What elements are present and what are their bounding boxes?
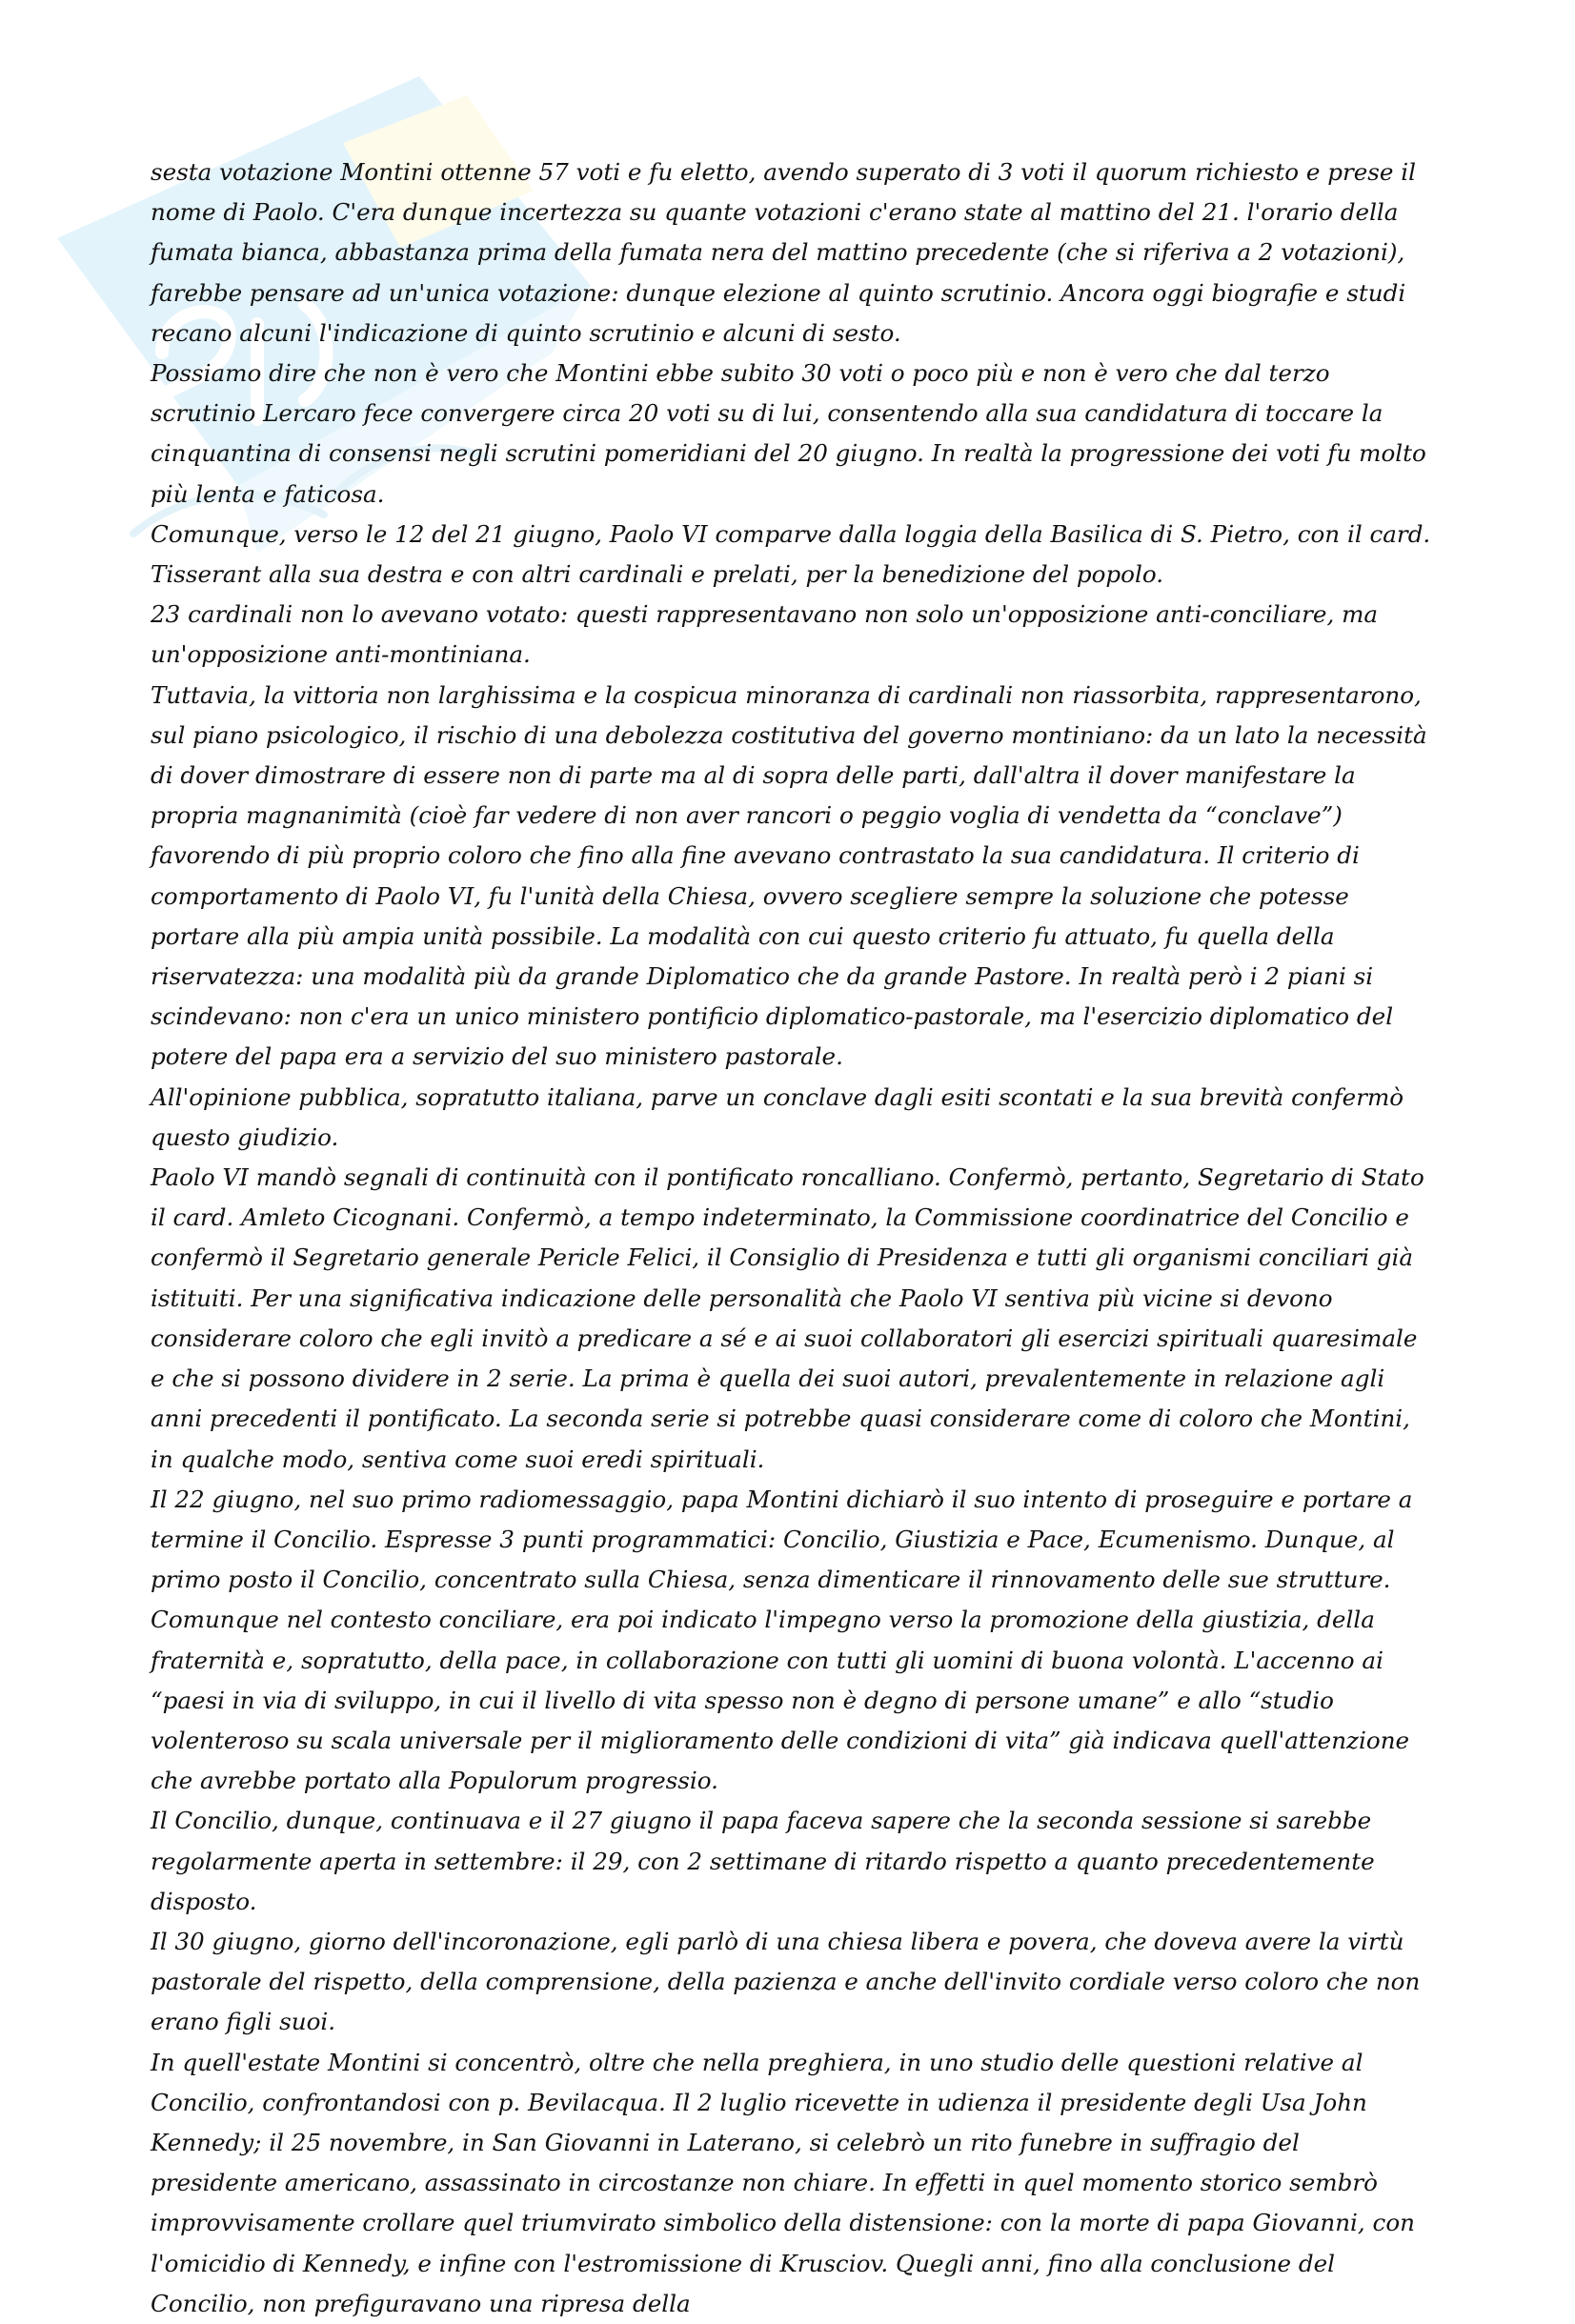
- paragraph: In quell'estate Montini si concentrò, oltre che nella preghiera, in uno studio delle questioni relative al Concilio, confrontandosi con p. Bevilacqua. Il 2 luglio ricevette in udienza il presidente degli Usa John Kennedy; il 25 novembre, in San Giovanni in Laterano, si celebrò un rito funebre in suffragio del presidente americano, assassinato in circostanze non chiare. In effetti in quel momento storico sembrò improvvisamente crollare quel triumvirato simbolico della distensione: con la morte di papa Giovanni, con l'omicidio di Kennedy, e infine con l'estromissione di Krusciov. Quegli anni, fino alla conclusione del Concilio, non prefiguravano una ripresa della: [151, 2048, 1415, 2317]
- paragraph: 23 cardinali non lo avevano votato: questi rappresentavano non solo un'opposizione anti-conciliare, ma un'opposizione anti-montiniana.: [151, 600, 1379, 669]
- paragraph: All'opinione pubblica, sopratutto italiana, parve un conclave dagli esiti scontati e la sua brevità confermò questo giudizio.: [151, 1082, 1404, 1151]
- paragraph: Tuttavia, la vittoria non larghissima e la cospicua minoranza di cardinali non riassorbita, rappresentarono, sul piano psicologico, il rischio di una debolezza costitutiva del governo montiniano: da un lato la necessità di dover dimostrare di essere non di parte ma al di sopra delle parti, dall'altra il dover manifestare la propria magnanimità (cioè far vedere di non aver rancori o peggio voglia di vendetta da “conclave”) favorendo di più proprio coloro che fino alla fine avevano contrastato la sua candidatura. Il criterio di comportamento di Paolo VI, fu l'unità della Chiesa, ovvero scegliere sempre la soluzione che potesse portare alla più ampia unità possibile. La modalità con cui questo criterio fu attuato, fu quella della riservatezza: una modalità più da grande Diplomatico che da grande Pastore. In realtà però i 2 piani si scindevano: non c'era un unico ministero pontificio diplomatico-pastorale, ma l'esercizio diplomatico del potere del papa era a servizio del suo ministero pastorale.: [151, 680, 1427, 1071]
- paragraph: Il 30 giugno, giorno dell'incoronazione, egli parlò di una chiesa libera e povera, che doveva avere la virtù pastorale del rispetto, della comprensione, della pazienza e anche dell'invito cordiale verso coloro che non erano figli suoi.: [151, 1927, 1421, 2036]
- paragraph: Il 22 giugno, nel suo primo radiomessaggio, papa Montini dichiarò il suo intento di proseguire e portare a termine il Concilio. Espresse 3 punti programmatici: Concilio, Giustizia e Pace, Ecumenismo. Dunque, al primo posto il Concilio, concentrato sulla Chiesa, senza dimenticare il rinnovamento delle sue strutture. Comunque nel contesto conciliare, era poi indicato l'impegno verso la promozione della giustizia, della fraternità e, sopratutto, della pace, in collaborazione con tutti gli uomini di buona volontà. L'accenno ai “paesi in via di sviluppo, in cui il livello di vita spesso non è degno di persone umane” e allo “studio volenteroso su scala universale per il miglioramento delle condizioni di vita” già indicava quell'attenzione che avrebbe portato alla Populorum progressio.: [151, 1485, 1413, 1795]
- document-body: [151, 152, 1432, 2324]
- paragraph: Il Concilio, dunque, continuava e il 27 giugno il papa faceva sapere che la seconda sessione si sarebbe regolarmente aperta in settembre: il 29, con 2 settimane di ritardo rispetto a quanto precedentemente disposto.: [151, 1807, 1375, 1915]
- paragraph: Paolo VI mandò segnali di continuità con il pontificato roncalliano. Confermò, pertanto, Segretario di Stato il card. Amleto Cicognani. Confermò, a tempo indeterminato, la Commissione coordinatrice del Concilio e confermò il Segretario generale Pericle Felici, il Consiglio di Presidenza e tutti gli organismi conciliari già istituiti. Per una significativa indicazione delle personalità che Paolo VI sentiva più vicine si devono considerare coloro che egli invitò a predicare a sé e ai suoi collaboratori gli esercizi spirituali quaresimale e che si possono dividere in 2 serie. La prima è quella dei suoi autori, prevalentemente in relazione agli anni precedenti il pontificato. La seconda serie si potrebbe quasi considerare come di coloro che Montini, in qualche modo, sentiva come suoi eredi spirituali.: [151, 1163, 1424, 1473]
- paragraph: Possiamo dire che non è vero che Montini ebbe subito 30 voti o poco più e non è vero che dal terzo scrutinio Lercaro fece convergere circa 20 voti su di lui, consentendo alla sua candidatura di toccare la cinquantina di consensi negli scrutini pomeridiani del 20 giugno. In realtà la progressione dei voti fu molto più lenta e faticosa.: [151, 359, 1426, 508]
- paragraph: sesta votazione Montini ottenne 57 voti e fu eletto, avendo superato di 3 voti il quorum richiesto e prese il nome di Paolo. C'era dunque incertezza su quante votazioni c'erano state al mattino del 21. l'orario della fumata bianca, abbastanza prima della fumata nera del mattino precedente (che si riferiva a 2 votazioni), farebbe pensare ad un'unica votazione: dunque elezione al quinto scrutinio. Ancora oggi biografie e studi recano alcuni l'indicazione di quinto scrutinio e alcuni di sesto.: [151, 158, 1416, 347]
- paragraph: Comunque, verso le 12 del 21 giugno, Paolo VI comparve dalla loggia della Basilica di S. Pietro, con il card. Tisserant alla sua destra e con altri cardinali e prelati, per la benedizione del popolo.: [151, 519, 1431, 589]
